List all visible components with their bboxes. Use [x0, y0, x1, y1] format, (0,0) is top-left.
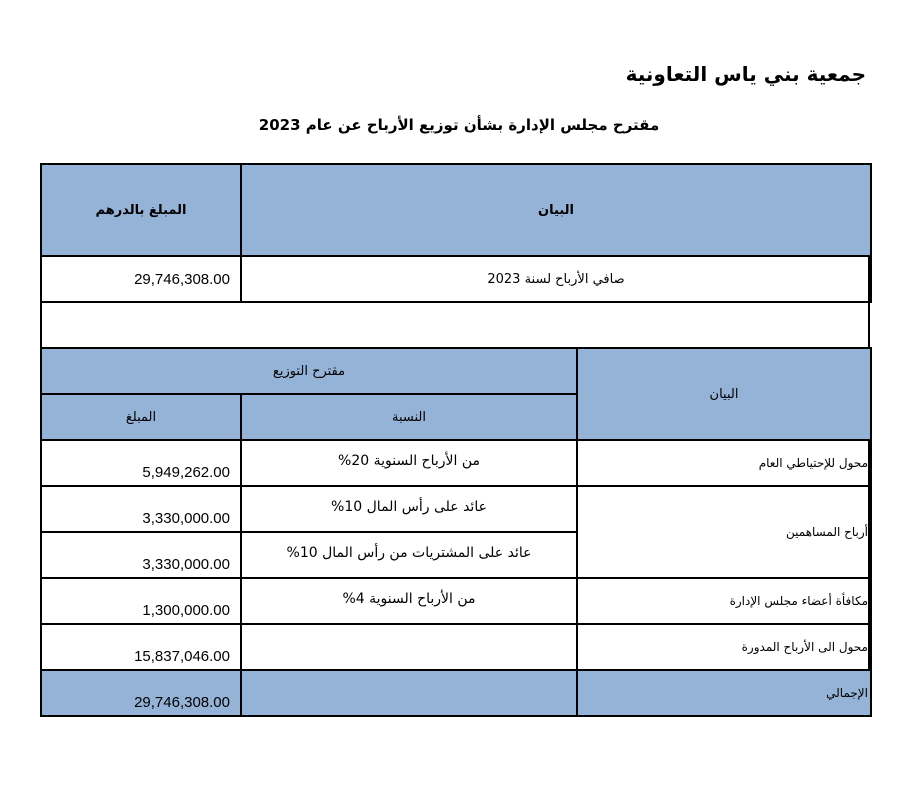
dist-header-amount: المبلغ	[41, 394, 241, 440]
row-ratio	[241, 624, 577, 670]
row-ratio: من الأرباح السنوية 20%	[241, 440, 577, 486]
total-row	[41, 670, 871, 716]
net-profit-amount: 29,746,308.00	[41, 256, 241, 302]
dist-header-description: البيان	[577, 348, 871, 440]
row-ratio: عائد على رأس المال 10%	[241, 486, 577, 532]
distribution-table	[40, 347, 872, 717]
row-amount: 15,837,046.00	[41, 624, 241, 670]
row-amount: 3,330,000.00	[41, 486, 241, 532]
row-description: أرباح المساهمين	[577, 486, 871, 578]
total-ratio-empty	[241, 670, 577, 716]
header-amount-aed: المبلغ بالدرهم	[41, 164, 241, 256]
row-description: محول الى الأرباح المدورة	[577, 624, 871, 670]
table-row	[41, 624, 871, 670]
row-description: مكافأة أعضاء مجلس الإدارة	[577, 578, 871, 624]
header-description: البيان	[241, 164, 871, 256]
table-row	[41, 486, 871, 532]
total-amount: 29,746,308.00	[41, 670, 241, 716]
row-amount: 1,300,000.00	[41, 578, 241, 624]
row-ratio: من الأرباح السنوية 4%	[241, 578, 577, 624]
net-profit-table	[40, 163, 872, 303]
dist-header-ratio: النسبة	[241, 394, 577, 440]
row-amount: 3,330,000.00	[41, 532, 241, 578]
net-profit-label: صافي الأرباح لسنة 2023	[241, 256, 871, 302]
row-ratio: عائد على المشتريات من رأس المال 10%	[241, 532, 577, 578]
row-description: محول للإحتياطي العام	[577, 440, 871, 486]
organization-title: جمعية بني ياس التعاونية	[625, 62, 866, 86]
table-row	[41, 578, 871, 624]
total-label: الإجمالي	[577, 670, 871, 716]
row-amount: 5,949,262.00	[41, 440, 241, 486]
table-row	[41, 440, 871, 486]
dist-header-proposal: مقترح التوزيع	[41, 348, 577, 394]
report-subtitle: مقترح مجلس الإدارة بشأن توزيع الأرباح عن عام 2023	[258, 116, 660, 134]
